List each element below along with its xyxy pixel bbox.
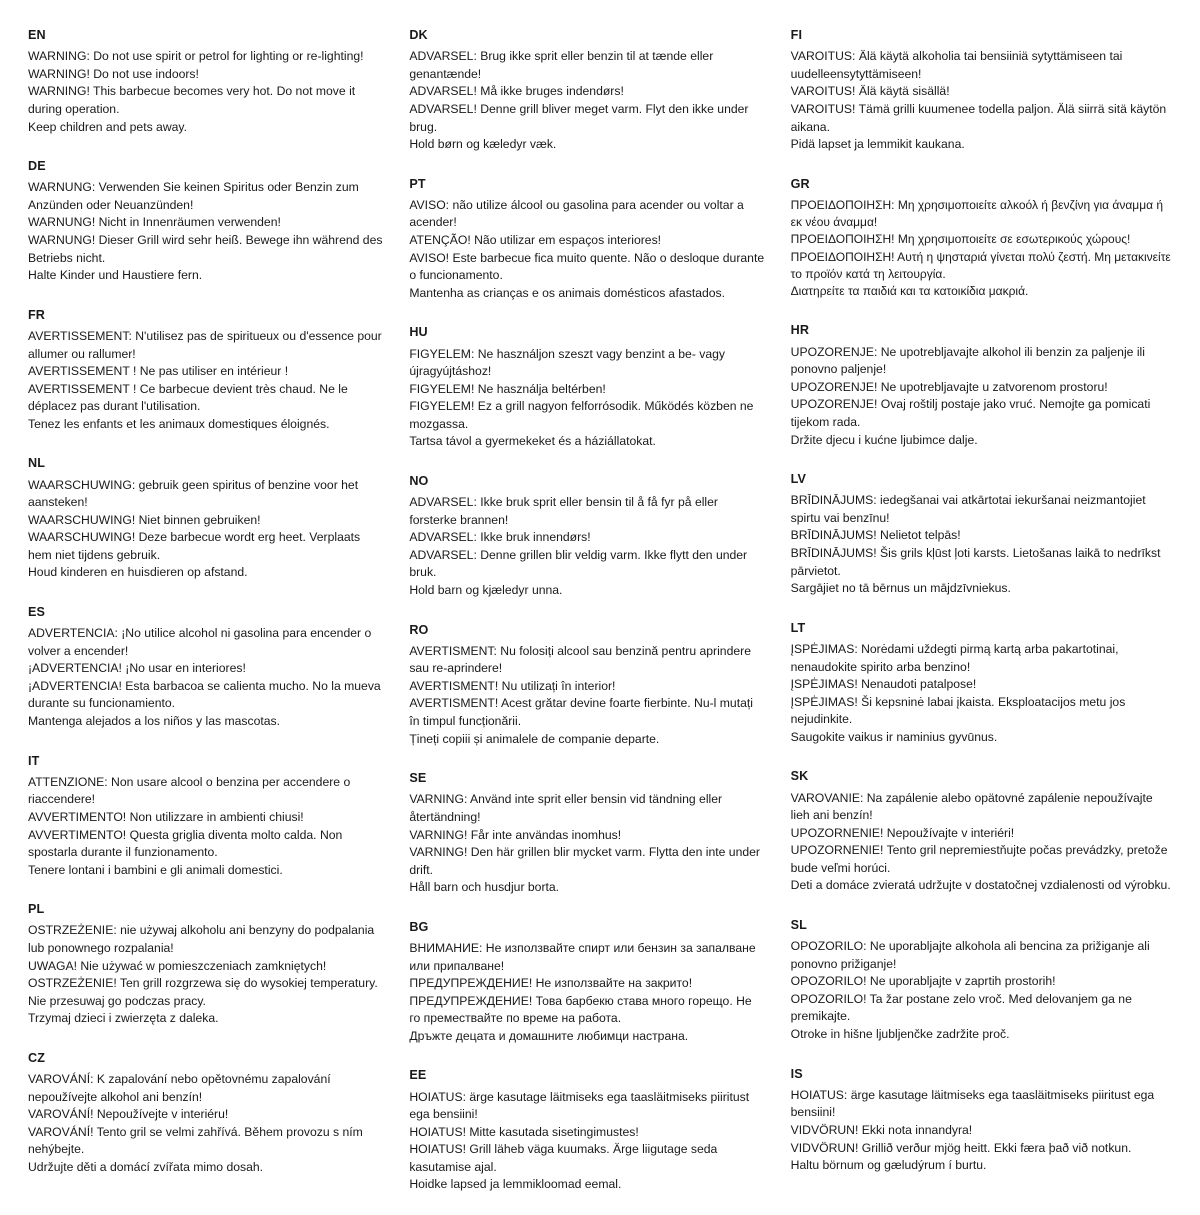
warning-line: Tartsa távol a gyermekeket és a háziállatokat.: [409, 434, 656, 449]
language-code: SE: [409, 771, 427, 786]
warning-line: ¡ADVERTENCIA! ¡No usar en interiores!: [28, 661, 246, 676]
warning-lines: [791, 790, 1172, 895]
warning-line: HOIATUS! Mitte kasutada sisetingimustes!: [409, 1124, 639, 1139]
warning-line: WARNING! This barbecue becomes very hot. Do not move it during operation.: [28, 84, 356, 116]
warning-line: Keep children and pets away.: [28, 119, 187, 134]
language-code: ES: [28, 604, 45, 619]
warning-line: WARNING: Do not use spirit or petrol for lighting or re-lighting!: [28, 49, 364, 64]
warning-line: ВНИМАНИЕ: Не използвайте спирт или бензин за запалване или припалване!: [409, 941, 756, 973]
warning-line: Sargājiet no tā bērnus un mājdzīvniekus.: [790, 581, 1011, 596]
warning-line: AVERTISMENT: Nu folosiți alcool sau benzină pentru aprindere sau re-aprindere!: [409, 643, 751, 676]
language-code: EE: [409, 1068, 427, 1083]
warning-line: ADVERTENCIA: ¡No utilice alcohol ni gasolina para encender o volver a encender!: [28, 626, 372, 658]
warning-line: AVERTISSEMENT ! Ce barbecue devient très chaud. Ne le déplacez pas durant l'utilisation.: [28, 381, 348, 414]
warning-lines: [409, 346, 764, 451]
warning-line: OSTRZEŻENIE: nie używaj alkoholu ani benzyny do podpalania lub ponownego rozpalania!: [28, 923, 375, 955]
warning-line: Hold børn og kæledyr væk.: [409, 137, 557, 152]
warning-line: BRĪDINĀJUMS! Nelietot telpās!: [790, 528, 961, 543]
warning-line: VAROVÁNÍ! Tento gril se velmi zahřívá. Během provozu s ním nehýbejte.: [28, 1124, 363, 1157]
language-block-pl: [28, 900, 383, 1028]
language-block-gr: [791, 175, 1172, 301]
warning-line: ΠΡΟΕΙΔΟΠΟΙΗΣΗ: Μη χρησιμοποιείτε αλκοόλ ή βενζίνη για άναμμα ή εκ νέου άναμμα!: [790, 197, 1164, 230]
warning-line: UPOZORNENIE! Tento gril nepremiestňujte počas prevádzky, pretože bude veľmi horúci.: [790, 843, 1168, 875]
warning-line: AVVERTIMENTO! Questa griglia diventa molto calda. Non spostarla durante il funzionamento.: [28, 827, 343, 860]
language-block-dk: [409, 26, 764, 154]
warning-line: FIGYELEM! Ez a grill nagyon felforrósodik. Működés közben ne mozgassa.: [409, 399, 754, 431]
warning-line: Držite djecu i kućne ljubimce dalje.: [790, 432, 978, 447]
warning-line: Tenere lontani i bambini e gli animali domestici.: [28, 862, 283, 877]
warning-line: WARNUNG! Dieser Grill wird sehr heiß. Bewege ihn während des Betriebs nicht.: [28, 233, 383, 265]
language-code: RO: [409, 622, 429, 637]
warning-line: VIDVÖRUN! Ekki nota innandyra!: [790, 1122, 973, 1137]
warning-line: ΠΡΟΕΙΔΟΠΟΙΗΣΗ! Μη χρησιμοποιείτε σε εσωτερικούς χώρους!: [790, 232, 1131, 247]
warning-line: ATTENZIONE: Non usare alcool o benzina per accendere o riaccendere!: [28, 774, 351, 807]
warning-line: UPOZORENJE: Ne upotrebljavajte alkohol ili benzin za paljenje ili ponovno paljenje!: [790, 344, 1145, 377]
language-block-bg: [409, 918, 764, 1046]
warning-line: HOIATUS: ärge kasutage läitmiseks ega taasläitmiseks piiritust ega bensiini!: [790, 1087, 1155, 1120]
warning-line: VAROITUS: Älä käytä alkoholia tai bensiiniä sytyttämiseen tai uudelleensytyttämiseen!: [790, 49, 1123, 81]
warning-line: WAARSCHUWING: gebruik geen spiritus of benzine voor het aansteken!: [28, 477, 359, 510]
warning-lines: [409, 48, 764, 153]
warning-line: OSTRZEŻENIE! Ten grill rozgrzewa się do wysokiej temperatury. Nie przesuwaj go podczas pracy.: [28, 976, 378, 1008]
warning-line: OPOZORILO: Ne uporabljajte alkohola ali bencina za prižiganje ali ponovno prižiganje!: [790, 939, 1150, 971]
language-code: DK: [409, 28, 428, 42]
warning-line: ADVARSEL: Denne grillen blir veldig varm. Ikke flytt den under bruk.: [409, 547, 748, 580]
warning-line: ADVARSEL: Ikke bruk innendørs!: [409, 530, 591, 545]
warning-line: Mantenga alejados a los niños y las mascotas.: [28, 714, 281, 728]
language-code: IT: [28, 753, 40, 768]
language-block-se: [409, 769, 764, 897]
warning-line: AVVERTIMENTO! Non utilizzare in ambienti chiusi!: [28, 809, 304, 824]
warning-lines: [409, 1089, 764, 1194]
language-code: NL: [28, 456, 45, 471]
warning-line: HOIATUS: ärge kasutage läitmiseks ega taasläitmiseks piiritust ega bensiini!: [409, 1089, 750, 1122]
language-code: HR: [790, 323, 810, 338]
language-code: GR: [790, 176, 810, 191]
warning-line: Tenez les enfants et les animaux domestiques éloignés.: [28, 416, 330, 431]
warning-line: AVERTISMENT! Acest grătar devine foarte fierbinte. Nu-l mutați în timpul funcționării.: [409, 696, 753, 728]
warning-lines: [28, 179, 383, 284]
warning-lines: [791, 641, 1172, 746]
language-code: PT: [409, 176, 426, 191]
warning-line: HOIATUS! Grill läheb väga kuumaks. Ärge liigutage seda kasutamise ajal.: [409, 1142, 718, 1174]
warning-lines: [791, 938, 1172, 1043]
warning-line: ПРЕДУПРЕЖДЕНИЕ! Това барбекю става много горещо. Не го премествайте по време на работа.: [409, 993, 752, 1026]
language-block-it: [28, 752, 383, 880]
warning-line: AVERTISMENT! Nu utilizați în interior!: [409, 678, 616, 693]
language-code: SL: [790, 917, 807, 932]
warning-line: VIDVÖRUN! Grillið verður mjög heitt. Ekki færa það við notkun.: [790, 1140, 1132, 1155]
warning-line: ADVARSEL! Må ikke bruges indendørs!: [409, 84, 624, 99]
warning-line: ¡ADVERTENCIA! Esta barbacoa se calienta mucho. No la mueva durante su funcionamiento.: [28, 678, 381, 711]
warning-line: Haltu börnum og gæludýrum í burtu.: [790, 1158, 987, 1173]
warning-line: ĮSPĖJIMAS! Nenaudoti patalpose!: [790, 677, 977, 692]
warning-line: UWAGA! Nie używać w pomieszczeniach zamkniętych!: [28, 958, 327, 973]
warning-line: Udržujte děti a domácí zvířata mimo dosah.: [28, 1159, 264, 1174]
warning-line: Pidä lapset ja lemmikit kaukana.: [790, 137, 965, 152]
warning-lines: [409, 643, 764, 748]
warning-line: Håll barn och husdjur borta.: [409, 880, 560, 895]
warning-line: VARNING! Den här grillen blir mycket varm. Flytta den inte under drift.: [409, 845, 760, 877]
warning-line: Halte Kinder und Haustiere fern.: [28, 268, 203, 283]
warning-line: VAROVÁNÍ: K zapalování nebo opětovnému zapalování nepoužívejte alkohol ani benzín!: [28, 1072, 331, 1104]
warning-line: AVERTISSEMENT ! Ne pas utiliser en intérieur !: [28, 364, 289, 379]
language-block-lt: [791, 619, 1172, 747]
warning-line: Țineți copiii și animalele de companie departe.: [409, 731, 660, 746]
language-block-nl: [28, 454, 383, 582]
warning-line: AVERTISSEMENT: N'utilisez pas de spiritueux ou d'essence pour allumer ou rallumer!: [28, 328, 382, 361]
warning-lines: [28, 625, 383, 730]
language-block-is: [791, 1065, 1172, 1175]
language-columns: [28, 26, 1172, 1215]
language-code: LV: [790, 472, 807, 487]
language-block-hu: [409, 323, 764, 451]
warning-line: AVISO! Este barbecue fica muito quente. Não o desloque durante o funcionamento.: [409, 250, 765, 283]
language-code: FI: [790, 28, 803, 42]
warning-lines: [791, 492, 1172, 597]
language-block-fr: [28, 306, 383, 434]
warning-line: VARNING! Får inte användas inomhus!: [409, 827, 622, 842]
warning-line: ADVARSEL: Brug ikke sprit eller benzin til at tænde eller genantænde!: [409, 49, 714, 81]
warning-lines: [28, 1071, 383, 1176]
warning-line: FIGYELEM: Ne használjon szeszt vagy benzint a be- vagy újragyújtáshoz!: [409, 346, 726, 379]
warning-line: WARNUNG: Verwenden Sie keinen Spiritus oder Benzin zum Anzünden oder Neuanzünden!: [28, 180, 359, 212]
warning-line: WAARSCHUWING! Niet binnen gebruiken!: [28, 512, 261, 527]
warning-line: UPOZORENJE! Ovaj roštilj postaje jako vruć. Nemojte ga pomicati tijekom rada.: [790, 397, 1151, 429]
warning-lines: [28, 477, 383, 582]
language-code: LT: [790, 620, 806, 635]
language-code: SK: [790, 769, 809, 784]
warning-lines: [791, 197, 1172, 301]
warning-lines: [409, 791, 764, 896]
warning-line: Hold barn og kjæledyr unna.: [409, 582, 563, 597]
warning-lines: [28, 922, 383, 1027]
language-block-ro: [409, 621, 764, 749]
warning-line: AVISO: não utilize álcool ou gasolina para acender ou voltar a acender!: [409, 197, 744, 230]
language-block-fi: [791, 26, 1172, 154]
warning-line: WAARSCHUWING! Deze barbecue wordt erg heet. Verplaats hem niet tijdens gebruik.: [28, 530, 361, 562]
warning-line: Дръжте децата и домашните любимци настрана.: [409, 1028, 689, 1043]
warning-line: WARNING! Do not use indoors!: [28, 66, 199, 81]
language-block-en: [28, 26, 383, 136]
language-block-lv: [791, 470, 1172, 598]
language-code: NO: [409, 473, 429, 488]
language-block-pt: [409, 175, 764, 303]
warning-line: FIGYELEM! Ne használja beltérben!: [409, 381, 606, 396]
warning-lines: [791, 1087, 1172, 1175]
warning-line: ПРЕДУПРЕЖДЕНИЕ! Не използвайте на закрито!: [409, 976, 693, 991]
warning-line: OPOZORILO! Ta žar postane zelo vroč. Med delovanjem ga ne premikajte.: [790, 991, 1132, 1024]
language-column-3: [791, 26, 1172, 1196]
language-block-no: [409, 472, 764, 600]
warning-line: ADVARSEL! Denne grill bliver meget varm. Flyt den ikke under brug.: [409, 101, 749, 134]
language-block-ee: [409, 1066, 764, 1194]
language-code: FR: [28, 307, 45, 322]
language-code: IS: [790, 1066, 803, 1081]
warning-line: VAROVANIE: Na zapálenie alebo opätovné zapálenie nepoužívajte lieh ani benzín!: [790, 790, 1153, 823]
warning-line: Deti a domáce zvieratá udržujte v dostatočnej vzdialenosti od výrobku.: [790, 878, 1171, 893]
warning-line: VARNING: Använd inte sprit eller bensin vid tändning eller återtändning!: [409, 792, 723, 824]
warning-lines: [28, 48, 383, 136]
warning-line: Mantenha as crianças e os animais domésticos afastados.: [409, 285, 726, 300]
warning-line: Διατηρείτε τα παιδιά και τα κατοικίδια μακριά.: [790, 284, 1029, 299]
language-code: BG: [409, 919, 429, 934]
language-code: PL: [28, 902, 45, 917]
language-block-cz: [28, 1049, 383, 1177]
warning-lines: [28, 774, 383, 879]
warning-line: VAROITUS! Älä käytä sisällä!: [790, 84, 950, 99]
language-code: HU: [409, 325, 428, 340]
warning-line: ΠΡΟΕΙΔΟΠΟΙΗΣΗ! Αυτή η ψησταριά γίνεται πολύ ζεστή. Μη μετακινείτε το προϊόν κατά τη λειτουργία.: [790, 249, 1171, 281]
warning-lines: [409, 197, 764, 302]
warning-line: BRĪDINĀJUMS: iedegšanai vai atkārtotai iekuršanai neizmantojiet spirtu vai benzīnu!: [790, 493, 1146, 525]
language-block-hr: [791, 321, 1172, 449]
warning-line: BRĪDINĀJUMS! Šis grils kļūst ļoti karsts. Lietošanas laikā to nedrīkst pārvietot.: [790, 546, 1161, 578]
warning-line: Houd kinderen en huisdieren op afstand.: [28, 565, 248, 580]
language-block-sl: [791, 916, 1172, 1044]
warning-line: Trzymaj dzieci i zwierzęta z daleka.: [28, 1011, 219, 1026]
warning-line: ĮSPĖJIMAS: Norėdami uždegti pirmą kartą arba pakartotinai, nenaudokite spirito arba benzino!: [790, 641, 1119, 674]
language-code: EN: [28, 28, 46, 42]
warning-line: UPOZORNENIE! Nepoužívajte v interiéri!: [790, 825, 1015, 840]
warning-line: Otroke in hišne ljubljenčke zadržite proč.: [790, 1027, 1010, 1042]
warning-line: ĮSPĖJIMAS! Ši kepsninė labai įkaista. Eksploatacijos metu jos nejudinkite.: [790, 694, 1126, 727]
warning-line: VAROITUS! Tämä grilli kuumenee todella paljon. Älä siirrä sitä käytön aikana.: [790, 101, 1167, 134]
warning-lines: [409, 940, 764, 1045]
warning-line: Saugokite vaikus ir naminius gyvūnus.: [790, 729, 998, 744]
warning-lines: [791, 344, 1172, 449]
language-code: CZ: [28, 1050, 45, 1065]
language-column-1: [28, 26, 409, 1197]
language-block-sk: [791, 767, 1172, 895]
warning-line: ATENÇÃO! Não utilizar em espaços interiores!: [409, 233, 662, 247]
warning-lines: [28, 328, 383, 433]
language-code: DE: [28, 159, 46, 174]
warning-lines: [791, 48, 1172, 153]
warning-lines: [409, 494, 764, 599]
warning-line: VAROVÁNÍ! Nepoužívejte v interiéru!: [28, 1107, 229, 1122]
warning-line: WARNUNG! Nicht in Innenräumen verwenden!: [28, 215, 281, 230]
language-block-es: [28, 603, 383, 731]
warning-line: Hoidke lapsed ja lemmikloomad eemal.: [409, 1177, 622, 1192]
language-column-2: [409, 26, 790, 1215]
language-block-de: [28, 157, 383, 285]
warning-line: UPOZORENJE! Ne upotrebljavajte u zatvorenom prostoru!: [790, 379, 1108, 394]
warning-line: ADVARSEL: Ikke bruk sprit eller bensin til å få fyr på eller forsterke brannen!: [409, 495, 718, 527]
warning-line: OPOZORILO! Ne uporabljajte v zaprtih prostorih!: [790, 974, 1056, 989]
